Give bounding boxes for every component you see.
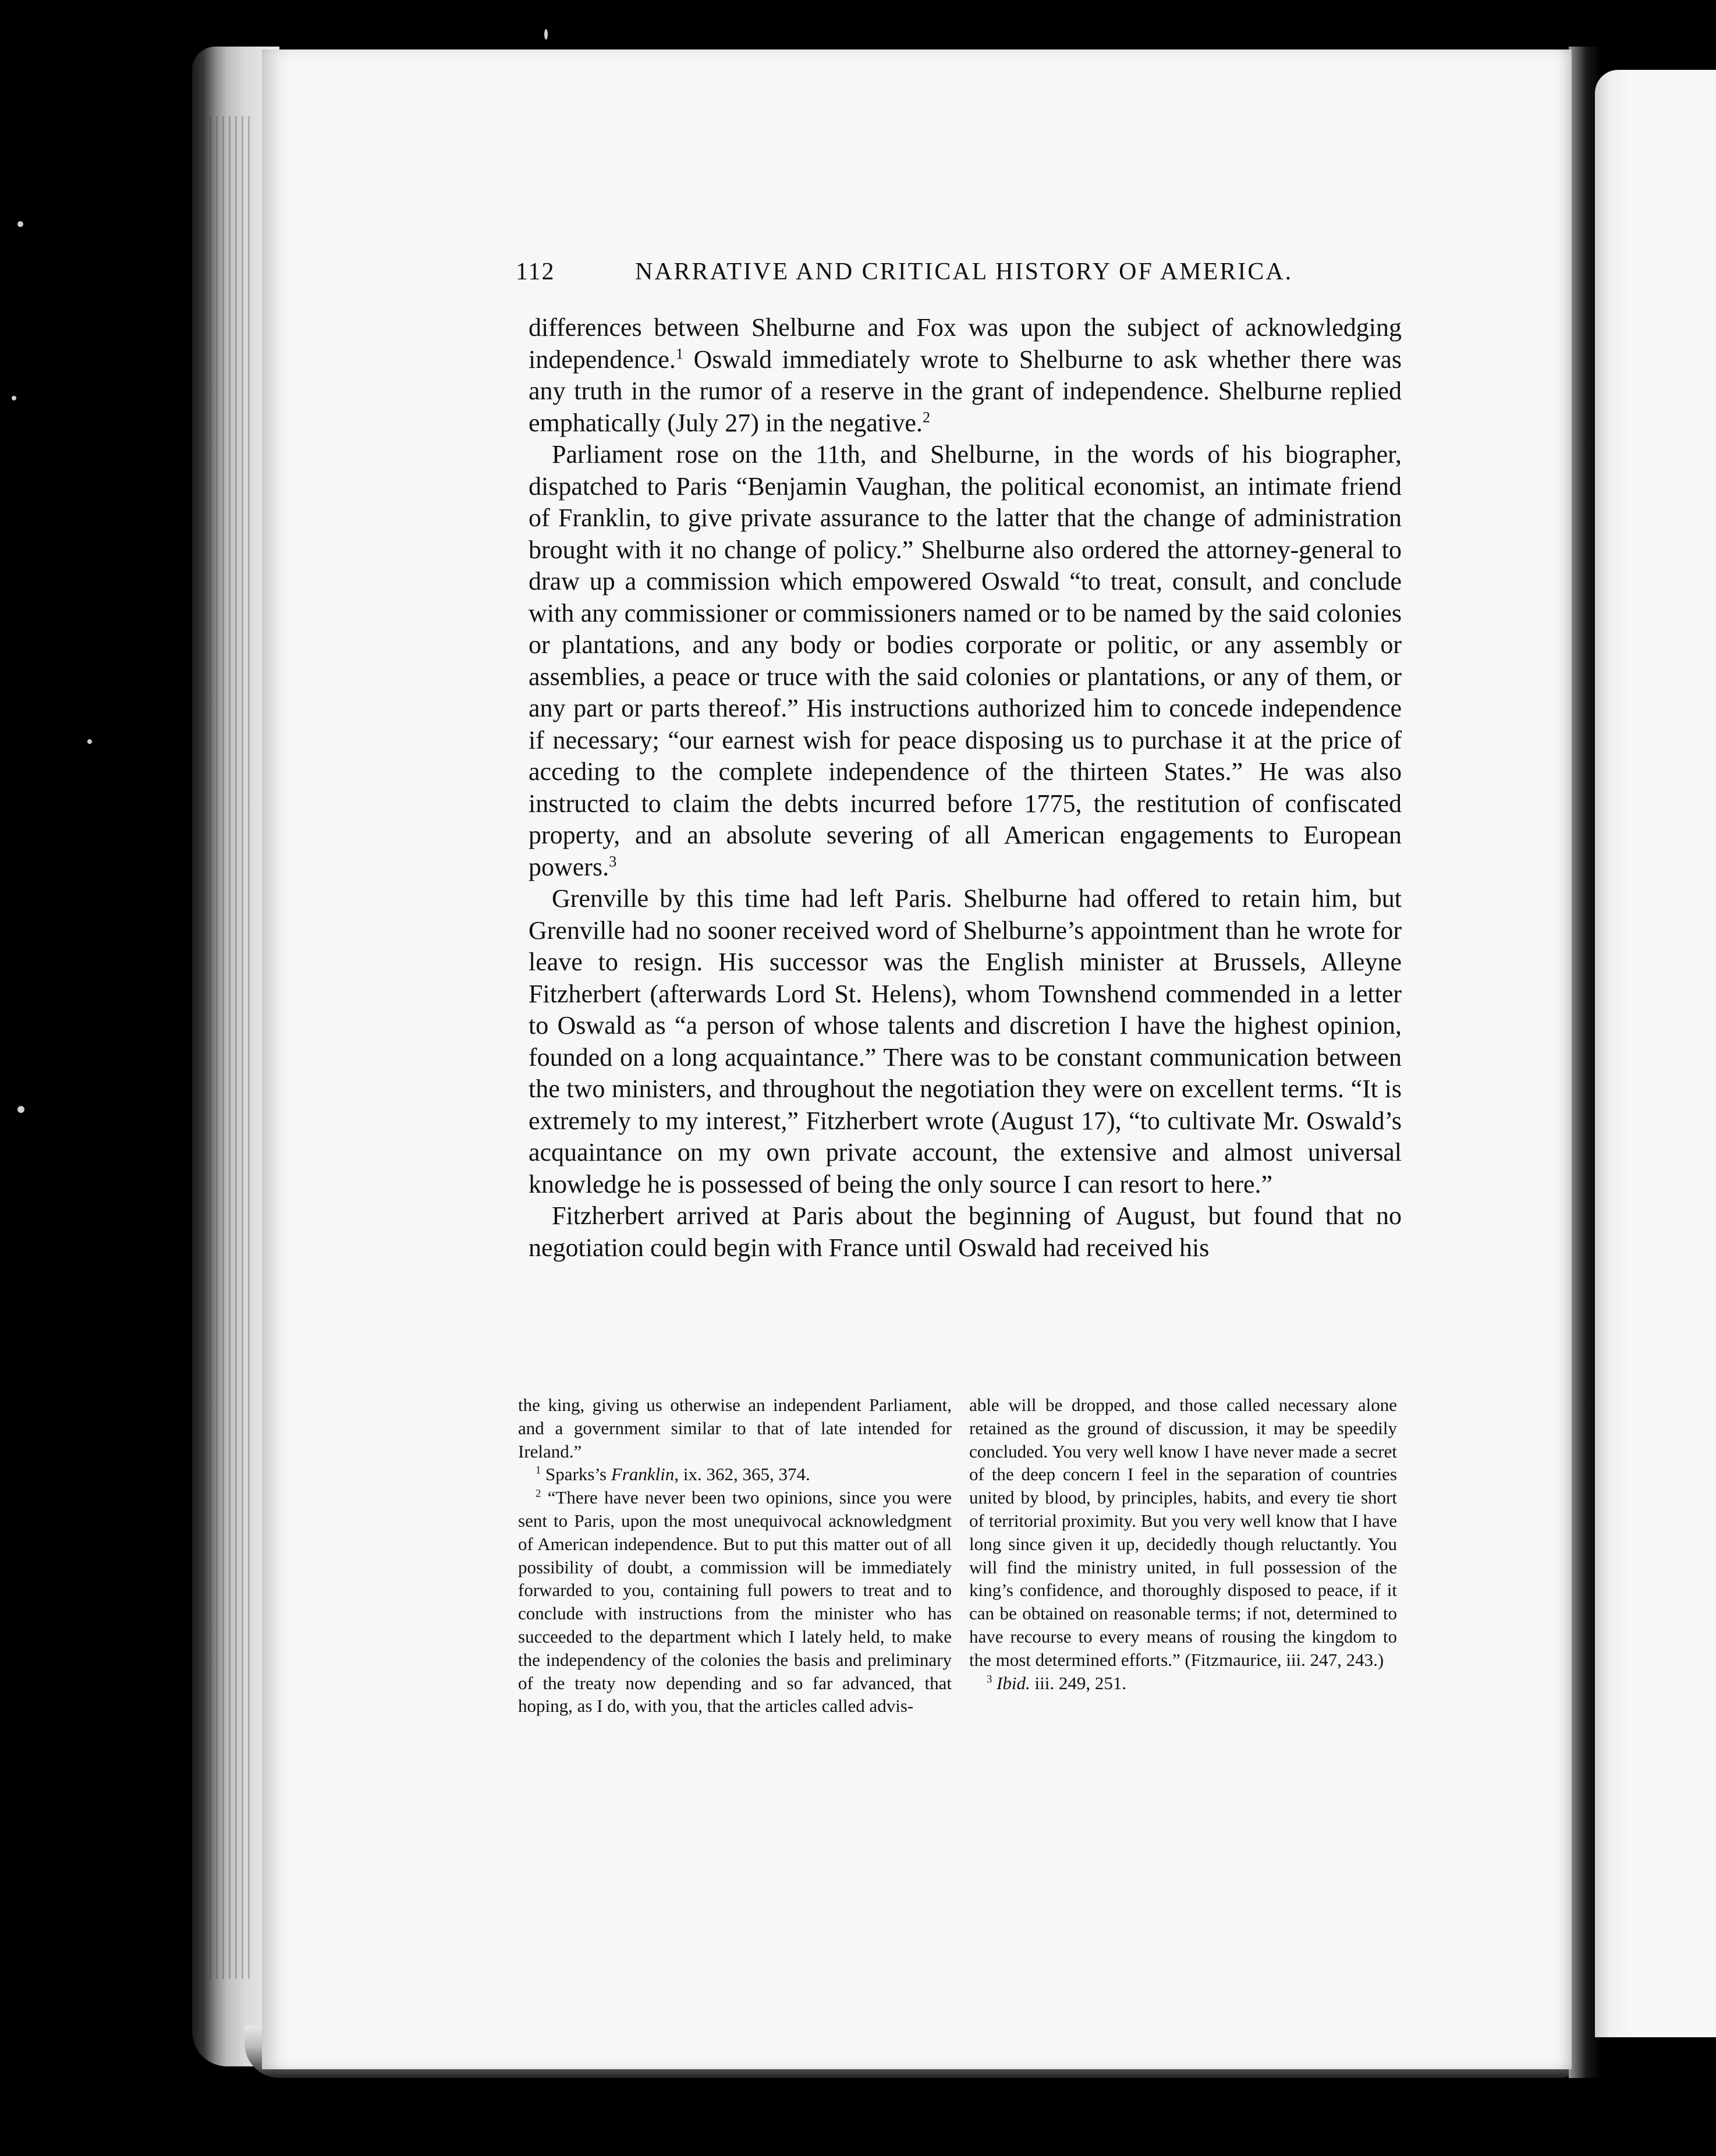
paragraph-text: differences between Shelburne and Fox was upon the subject of acknowledging independence. [529,313,1402,374]
footnote-ref: 3 [609,852,617,870]
page-number: 112 [516,258,555,285]
footnote-italic: Ibid. [997,1672,1030,1693]
paragraph-text: Oswald immediately wrote to Shelburne to ask whether there was any truth in the rumor of a reserve in the grant of independence. Shelburne replied emphatically (July 27) in the negative. [529,345,1402,437]
footnote-ref: 1 [675,344,684,362]
footnote-number: 2 [536,1487,541,1500]
facing-page-edge [1595,70,1716,2037]
paragraph: Fitzherbert arrived at Paris about the beginning of August, but found that no negotiation could begin with France until Oswald had received his [529,1201,1402,1262]
running-header [516,258,1302,293]
footnote-continuation: able will be dropped, and those called necessary alone retained as the ground of discussion, it may be speedily concluded. You very well know I have never made a secret of the deep concern I feel in the separation of countries united by blood, by principles, habits, and every tie short of territorial proximity. But you very well know that I have long since given it up, decidedly though reluctantly. You will find the ministry united, in full possession of the king’s confidence, and thoroughly disposed to peace, if it can be obtained on reasonable terms; if not, determined to have recourse to every means of rousing the kingdom to the most determined efforts.” (Fitzmaurice, iii. 247, 243.) [969,1395,1397,1670]
footnote-continuation: the king, giving us otherwise an independent Parliament, and a government similar to that of late intended for Ireland.” [518,1395,952,1462]
paragraph [529,312,1402,439]
paragraph [529,439,1402,883]
scan-speck [544,29,548,40]
footnotes-right-column [969,1393,1397,1694]
footnote-text: iii. 249, 251. [1030,1672,1127,1693]
scan-speck [17,1106,24,1113]
footnote-number: 1 [536,1464,541,1477]
footnote-3 [969,1672,1397,1695]
footnotes-left-column [518,1393,952,1718]
footnote-ref: 2 [922,407,931,425]
footnote-number: 3 [987,1673,992,1686]
footnote-text: , ix. 362, 365, 374. [674,1464,810,1485]
paragraph-text: Parliament rose on the 11th, and Shelburne, in the words of his biographer, dispatched to Paris “Benjamin Vaughan, the political economist, an intimate friend of Franklin, to give private assurance to the latter that the change of administration brought with it no change of policy.” Shelburne also ordered the attorney-general to draw up a commission which empowered Oswald “to treat, consult, and conclude with any commissioner or commissioners named or to be named by the said colonies or plantations, and any body or bodies corporate or politic, or any assembly or assemblies, a peace or truce with the said colonies or plantations, or any of them, or any part or parts thereof.” His instructions authorized him to concede independence if necessary; “our earnest wish for peace disposing us to purchase it at the price of acceding to the complete independence of the thirteen States.” He was also instructed to claim the debts incurred before 1775, the restitution of confiscated property, and an absolute severing of all American engagements to European powers. [529,440,1402,881]
running-title: NARRATIVE AND CRITICAL HISTORY OF AMERICA. [635,258,1293,285]
footnote-text: Sparks’s [541,1464,611,1485]
footnote-2 [518,1486,952,1718]
footnote-1 [518,1463,952,1486]
footnote-text: “There have never been two opinions, since you were sent to Paris, upon the most unequivocal acknowledgment of American independence. But to put this matter out of all possibility of doubt, a commission will be immediately forwarded to you, containing full powers to treat and to conclude with instructions from the minister who has succeeded to the department which I lately held, to make the independency of the colonies the basis and preliminary of the treaty now depending and so far advanced, that hoping, as I do, with you, that the articles called advis- [518,1487,952,1717]
scan-speck [12,396,16,400]
scan-speck [87,739,92,744]
main-text [529,312,1402,1264]
scan-speck [17,221,23,227]
footnote-italic: Franklin [611,1464,675,1485]
paragraph: Grenville by this time had left Paris. Shelburne had offered to retain him, but Grenville had no sooner received word of Shelburne’s appointment than he wrote for leave to resign. His successor was the English minister at Brussels, Alleyne Fitzherbert (afterwards Lord St. Helens), whom Townshend commended in a letter to Oswald as “a person of whose talents and discretion I have the highest opinion, founded on a long acquaintance.” There was to be constant communication between the two ministers, and throughout the negotiation they were on excellent terms. “It is extremely to my interest,” Fitzherbert wrote (August 17), “to cultivate Mr. Oswald’s acquaintance on my own private account, the extensive and almost universal knowledge he is possessed of being the only source I can resort to here.” [529,884,1402,1198]
